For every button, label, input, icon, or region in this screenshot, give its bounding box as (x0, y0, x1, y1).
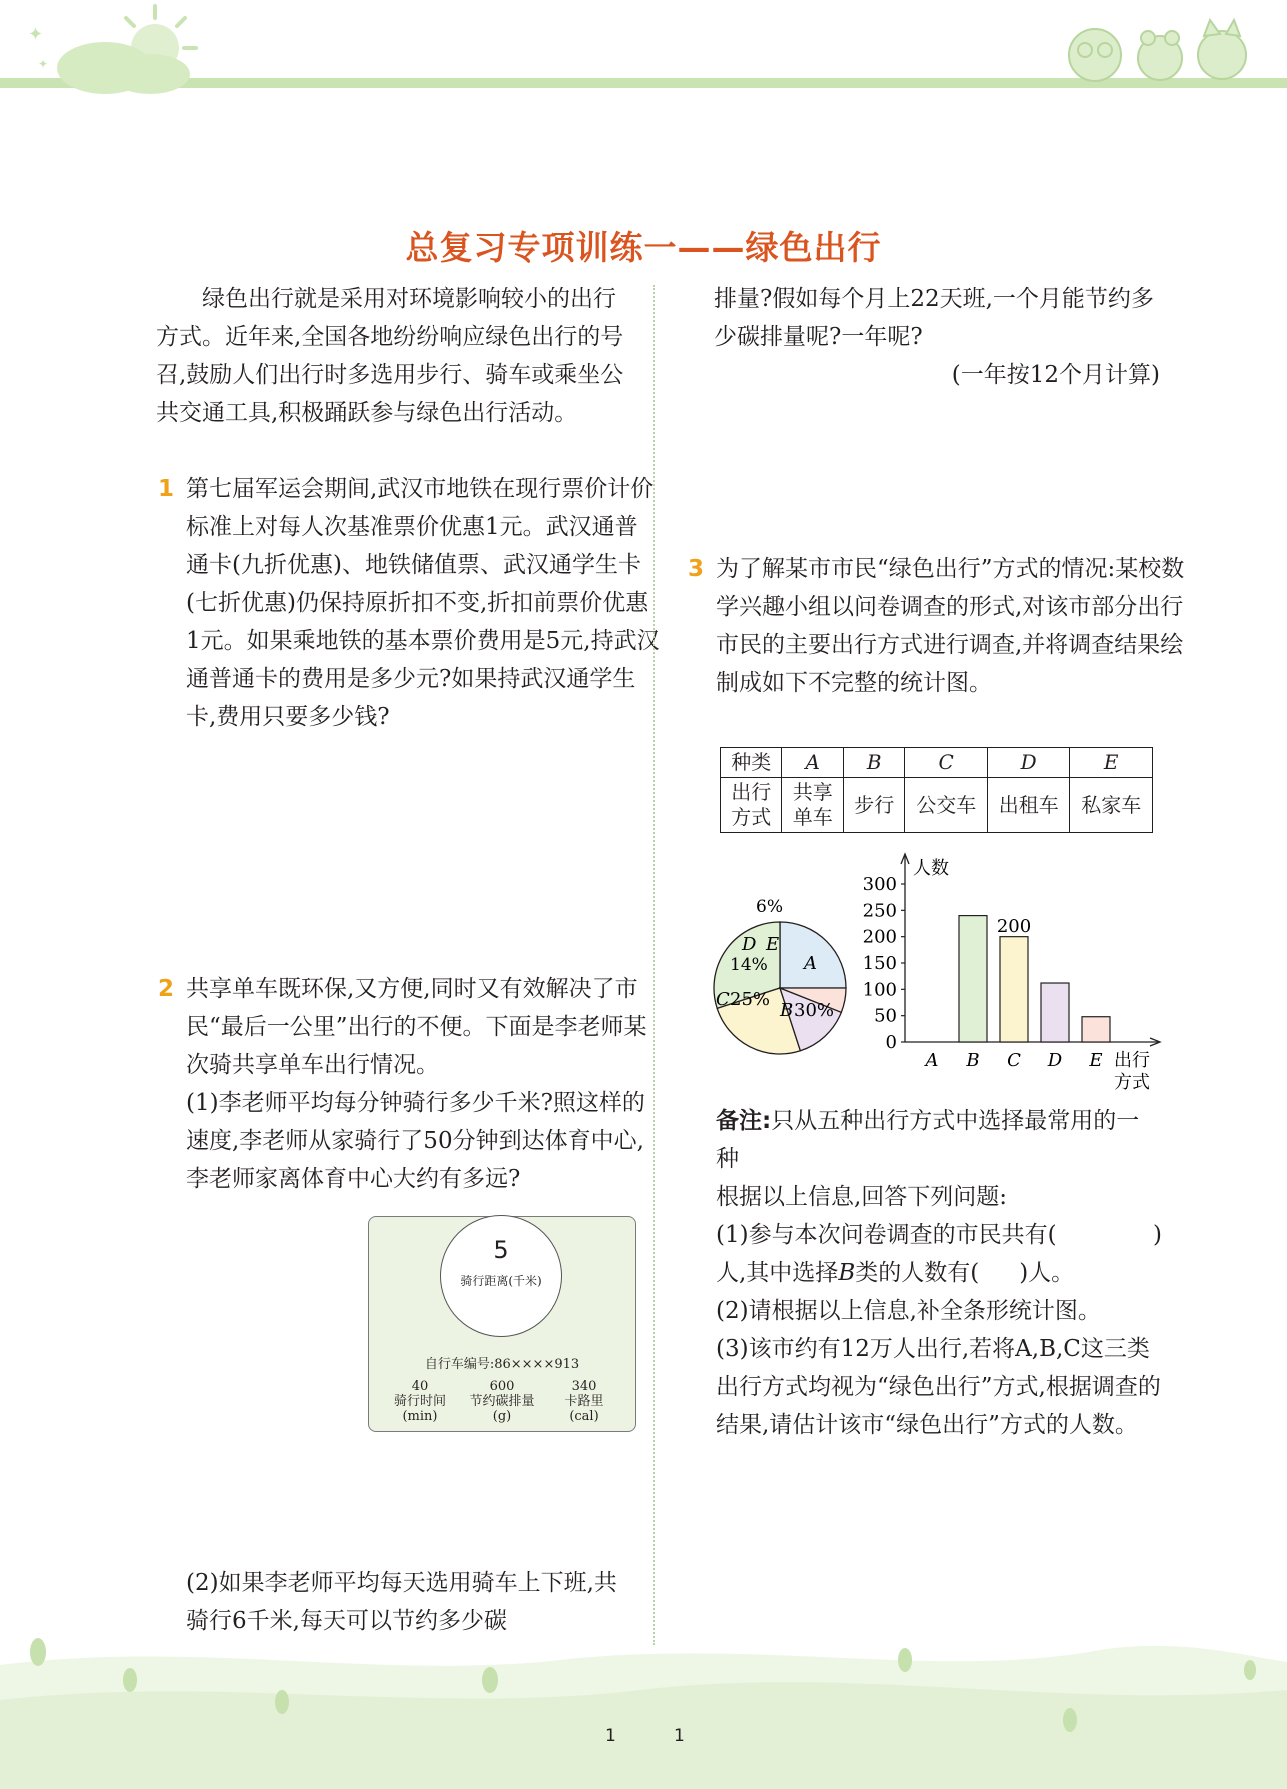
stat-carbon: 600 节约碳排量 (g) (469, 1379, 535, 1424)
x-tick-label-e: E (1089, 1050, 1103, 1071)
question-1 (158, 470, 660, 736)
y-tick-label: 250 (862, 900, 897, 922)
x-tick-label-c: C (1007, 1050, 1021, 1071)
table-cell: 出租车 (987, 778, 1070, 833)
table-header-cell: 种类 (721, 748, 782, 778)
x-tick-label-d: D (1047, 1050, 1063, 1071)
x-tick-label-b: B (966, 1050, 980, 1071)
bike-id: 自行车编号:86××××913 (424, 1357, 580, 1372)
distance-label: 骑行距离(千米) (460, 1274, 542, 1288)
question-2-continued: 排量?假如每个月上22天班,一个月能节约多少碳排量呢?一年呢? (一年按12个月计算) (714, 280, 1160, 394)
bar-c (1000, 937, 1028, 1042)
left-column (156, 280, 632, 432)
svg-text:✦: ✦ (28, 24, 44, 45)
question-part-1: (1)李老师平均每分钟骑行多少千米?照这样的速度,李老师从家骑行了50分钟到达体育中心,李老师家离体育中心大约有多远? (186, 1090, 645, 1192)
pie-label-b: B (780, 1000, 794, 1021)
y-tick-label: 0 (885, 1032, 897, 1053)
bar-d (1041, 983, 1069, 1042)
y-tick-label: 200 (862, 926, 897, 948)
remark: 备注:只从五种出行方式中选择最常用的一种 (716, 1108, 1140, 1172)
x-tick-label-a: A (925, 1050, 939, 1071)
table-row (721, 778, 1153, 833)
table-cell: E (1070, 748, 1153, 778)
sub-question-2: (2)请根据以上信息,补全条形统计图。 (716, 1298, 1101, 1324)
table-cell: 私家车 (1070, 778, 1153, 833)
year-note: (一年按12个月计算) (951, 362, 1160, 388)
y-tick-label: 150 (862, 953, 897, 974)
footer-landscape (0, 1620, 1287, 1789)
table-cell: A (782, 748, 843, 778)
stat-calories: 340 卡路里 (cal) (564, 1379, 604, 1424)
table-cell: D (987, 748, 1070, 778)
table-cell: 共享 单车 (782, 778, 843, 833)
question-2 (158, 970, 660, 1198)
pie-value-c: 25% (730, 989, 771, 1010)
question-number: 3 (688, 556, 705, 582)
page-title: 总复习专项训练一——绿色出行 (405, 228, 882, 267)
y-tick-label: 50 (874, 1005, 897, 1027)
question-2-part-2: (2)如果李老师平均每天选用骑车上下班,共骑行6千米,每天可以节约多少碳 (186, 1570, 617, 1634)
pie-value-d: 14% (730, 955, 768, 975)
question-3-tasks (716, 1102, 1162, 1444)
column-divider (653, 285, 655, 1645)
table-cell: C (905, 748, 988, 778)
table-row (721, 748, 1153, 778)
y-tick-label: 100 (862, 979, 897, 1001)
sub-question-3: (3)该市约有12万人出行,若将A,B,C这三类出行方式均视为“绿色出行”方式,根据调查的结果,请估计该市“绿色出行”方式的人数。 (716, 1336, 1161, 1438)
question-3 (688, 550, 1188, 702)
distance-value: 5 (493, 1236, 509, 1264)
pie-label-e: E (766, 934, 780, 955)
travel-mode-table (720, 747, 1153, 833)
survey-charts (700, 848, 1170, 1098)
question-number: 2 (158, 976, 175, 1002)
pie-label-c: C (716, 989, 730, 1010)
sub-question-1-cont: 人,其中选择B类的人数有( )人。 (716, 1260, 1075, 1286)
prompt: 根据以上信息,回答下列问题: (716, 1184, 1008, 1210)
table-cell: B (843, 748, 904, 778)
question-text: 为了解某市市民“绿色出行”方式的情况:某校数学兴趣小组以问卷调查的形式,对该市部分出行市民的主要出行方式进行调查,并将调查结果绘制成如下不完整的统计图。 (716, 556, 1185, 696)
y-tick-label: 300 (862, 874, 897, 895)
x-axis-title-2: 方式 (1114, 1072, 1150, 1093)
animal-faces-icon (1069, 20, 1246, 81)
bar-e (1082, 1017, 1110, 1042)
question-number: 1 (158, 476, 175, 502)
page-number-right: 1 (674, 1726, 685, 1746)
svg-text:✦: ✦ (38, 57, 49, 71)
pie-label-d: D (742, 934, 757, 955)
pie-value-e: 6% (756, 897, 783, 917)
question-text: 共享单车既环保,又方便,同时又有效解决了市民“最后一公里”出行的不便。下面是李老师某次骑共享单车出行情况。 (186, 976, 647, 1078)
page-number-left: 1 (605, 1726, 616, 1746)
table-cell: 公交车 (905, 778, 988, 833)
header-decoration (0, 0, 1287, 110)
stat-time: 40 骑行时间 (min) (393, 1379, 446, 1424)
ride-info-card (368, 1216, 636, 1432)
y-axis-title: 人数 (913, 858, 949, 879)
sub-question-1: (1)参与本次问卷调查的市民共有( ) (716, 1222, 1162, 1248)
table-cell: 步行 (843, 778, 904, 833)
table-header-cell: 出行 方式 (721, 778, 782, 833)
x-axis-title-1: 出行 (1114, 1050, 1150, 1071)
ride-stats (379, 1379, 625, 1424)
distance-circle (440, 1215, 562, 1337)
remark-label: 备注: (716, 1108, 772, 1134)
bar-value-label-c: 200 (996, 916, 1032, 937)
question-text: 第七届军运会期间,武汉市地铁在现行票价计价标准上对每人次基准票价优惠1元。武汉通普通卡(九折优惠)、地铁储值票、武汉通学生卡(七折优惠)仍保持原折扣不变,折扣前票价优惠1元。如果乘地铁的基本票价费用是5元,持武汉通普通卡的费用是多少元?如果持武汉通学生卡,费用只要多少钱? (186, 476, 660, 730)
pie-value-b: 30% (794, 1000, 835, 1021)
pie-label-a: A (804, 953, 817, 974)
intro-paragraph: 绿色出行就是采用对环境影响较小的出行方式。近年来,全国各地纷纷响应绿色出行的号召,鼓励人们出行时多选用步行、骑车或乘坐公共交通工具,积极踊跃参与绿色出行活动。 (156, 286, 624, 426)
bar-b (959, 916, 987, 1042)
